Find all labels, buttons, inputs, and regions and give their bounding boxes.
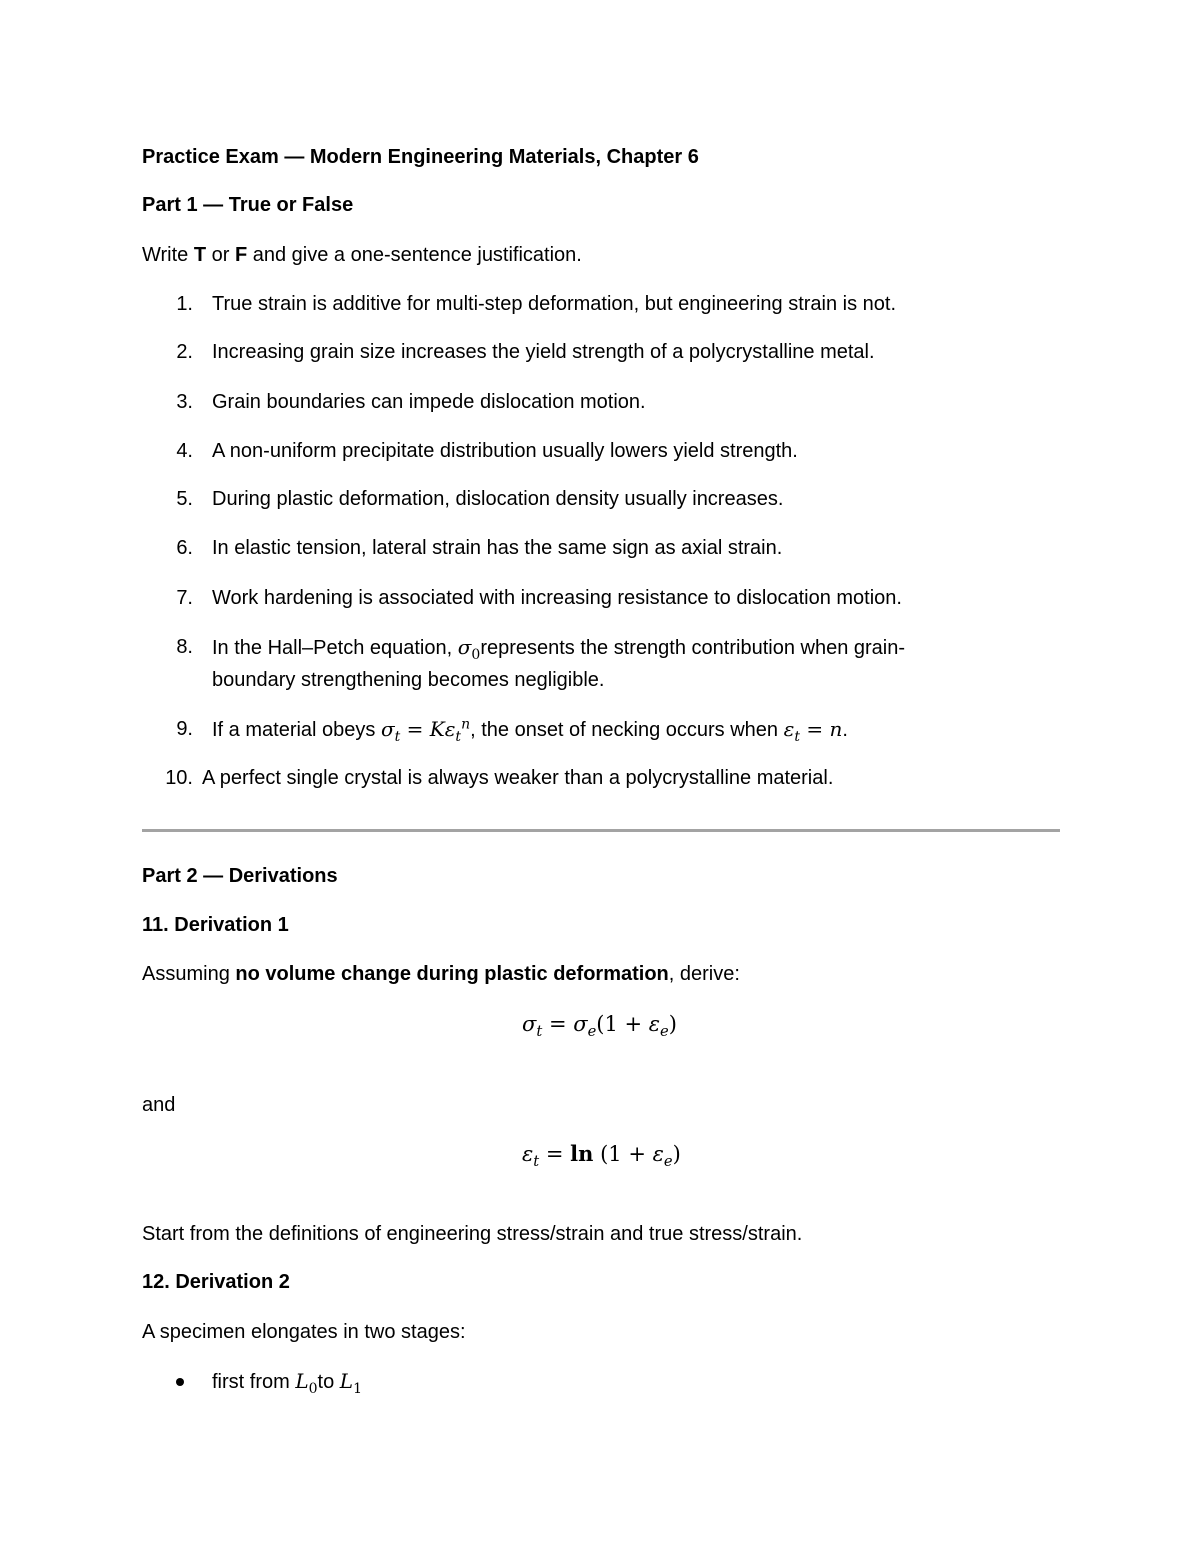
part2-heading: Part 2 — Derivations xyxy=(142,865,338,887)
derivation1-note: Start from the definitions of engineering stress/strain and true stress/strain. xyxy=(142,1223,803,1245)
item-number: 1. xyxy=(176,293,193,315)
sigma-zero-symbol: $\sigma_0$ xyxy=(457,635,481,663)
item-number: 9. xyxy=(176,718,193,740)
bullet-icon xyxy=(176,1378,184,1386)
item-text: Grain boundaries can impede dislocation motion. xyxy=(212,391,646,413)
item-text: A perfect single crystal is always weaker than a polycrystalline material. xyxy=(202,767,834,789)
item-text: Work hardening is associated with increasing resistance to dislocation motion. xyxy=(212,587,902,609)
item-text: In the Hall–Petch equation, $\sigma_0represents$ the strength contribution when grain- xyxy=(212,635,905,663)
bullet-text: first from $L_0to$ $L_1$ xyxy=(212,1369,362,1397)
derivation1-heading: 11. Derivation 1 xyxy=(142,914,289,936)
true-stress-equation: $\sigma_t = \sigma_e(1 + \varepsilon_e)$ xyxy=(522,1012,677,1041)
document-title: Practice Exam — Modern Engineering Materials, Chapter 6 xyxy=(142,146,699,168)
item-text: If a material obeys $\sigma_t = K\varepsilon_t^n$, the onset of necking occurs when $\varepsilon_t = n$. xyxy=(212,716,848,745)
item-text: In elastic tension, lateral strain has the same sign as axial strain. xyxy=(212,537,783,559)
necking-condition: $\varepsilon_t = n$ xyxy=(783,717,843,745)
item-number: 10. xyxy=(165,767,193,789)
derivation1-intro: Assuming no volume change during plastic deformation, derive: xyxy=(142,963,740,985)
item-number: 3. xyxy=(176,391,193,413)
item-number: 6. xyxy=(176,537,193,559)
item-text: A non-uniform precipitate distribution usually lowers yield strength. xyxy=(212,440,798,462)
item-number: 8. xyxy=(176,636,193,658)
item-text: True strain is additive for multi-step deformation, but engineering strain is not. xyxy=(212,293,897,315)
part1-instruction: Write T or F and give a one-sentence justification. xyxy=(142,244,582,266)
derivation2-intro: A specimen elongates in two stages: xyxy=(142,1321,466,1343)
and-text: and xyxy=(142,1094,176,1116)
item-text-line2: boundary strengthening becomes negligible. xyxy=(212,669,605,691)
power-law-equation: $\sigma_t = K\varepsilon_t^n$ xyxy=(380,716,471,745)
item-number: 7. xyxy=(176,587,193,609)
item-number: 5. xyxy=(176,488,193,510)
item-number: 2. xyxy=(176,341,193,363)
derivation2-heading: 12. Derivation 2 xyxy=(142,1271,290,1293)
part1-heading: Part 1 — True or False xyxy=(142,194,354,216)
item-text: During plastic deformation, dislocation density usually increases. xyxy=(212,488,784,510)
true-strain-equation: $\varepsilon_t = \ln (1 + \varepsilon_e)$ xyxy=(522,1141,681,1171)
item-text: Increasing grain size increases the yield strength of a polycrystalline metal. xyxy=(212,341,875,363)
item-number: 4. xyxy=(176,440,193,462)
section-divider xyxy=(142,829,1060,832)
